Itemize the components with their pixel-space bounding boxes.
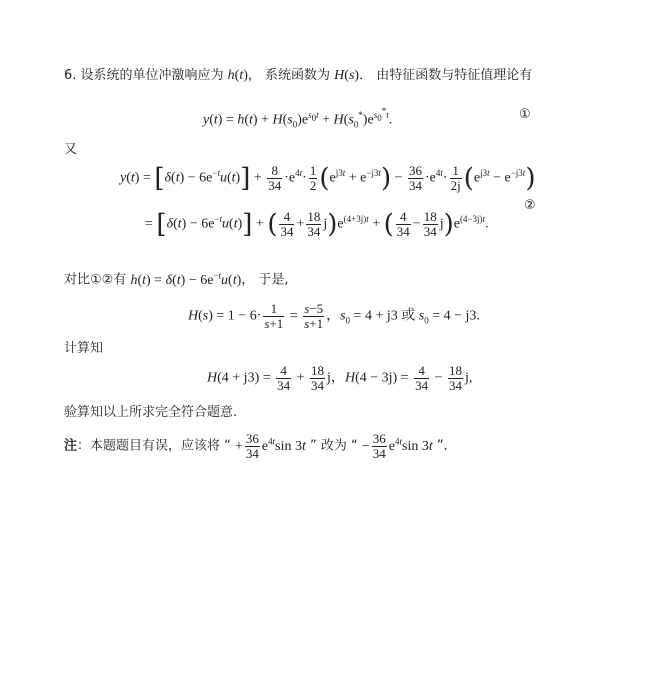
verify-text: 验算知以上所求完全符合题意. (64, 405, 238, 420)
problem-intro: 6. 设系统的单位冲激响应为 h(t)， 系统函数为 H(s)． 由特征函数与特征值理论有 (64, 68, 533, 83)
equation-4: H(4 + j3) = $\frac{4}{34}$ + $\frac{18}{34}$ j，H(4 − 3j) = $\frac{4}{34}$ − $\frac{18}{34}$ j, (207, 363, 473, 393)
again-label: 又 (64, 142, 78, 157)
equation-2-line-2: = $[\delta(t) - 6e^{-t}u(t)]$ + ( $\frac{4}{34}$ + $\frac{18}{34}$ $j)e^{(4+3j)t}$ + ( $\frac{4}{34}$ − $\frac{18}{34}$ $j)e^{(4-3j)t}$. (145, 209, 489, 240)
compare-text: 对比①②有 $h(t) = \delta(t) - 6e^{-t}u(t)$， 于是, (64, 270, 289, 288)
equation-1: $y(t) = h(t) + H(s_0)e^{s_0t} + H(s_0^*)e^{s_0^*t}$. (203, 106, 393, 130)
equation-3: H(s) = 1 − 6· $\frac{1}{s+1}$ = $\frac{s-5}{s+1}$ ，$s_0 = 4 + j3$ 或 $s_0 = 4 - j3$. (188, 301, 480, 331)
equation-2-tag: ② (524, 198, 536, 213)
calc-label: 计算知 (64, 341, 104, 356)
equation-1-tag: ① (519, 107, 531, 122)
equation-2-line-1: $y(t) = [\delta(t) - 6e^{-t}u(t)]$ + $\frac{8}{34}$ $\cdot e^{4t}\cdot$ $\frac{1}{2}$ $(e^{j3t} + e^{-j3t})$ − $\frac{36}{34}$ $\cdot e^{4t}\cdot$ $\frac{1}{2j}$ $(e^{j3t} - e^{-j3t})$ (120, 163, 536, 194)
note: 注：本题题目有误，应该将 “ + $\frac{36}{34}$ $e^{4t}\sin$ 3t ” 改为 “ − $\frac{36}{34}$ $e^{4t}\sin$ 3t ”． (64, 431, 457, 461)
note-prefix: 注 (64, 438, 78, 454)
